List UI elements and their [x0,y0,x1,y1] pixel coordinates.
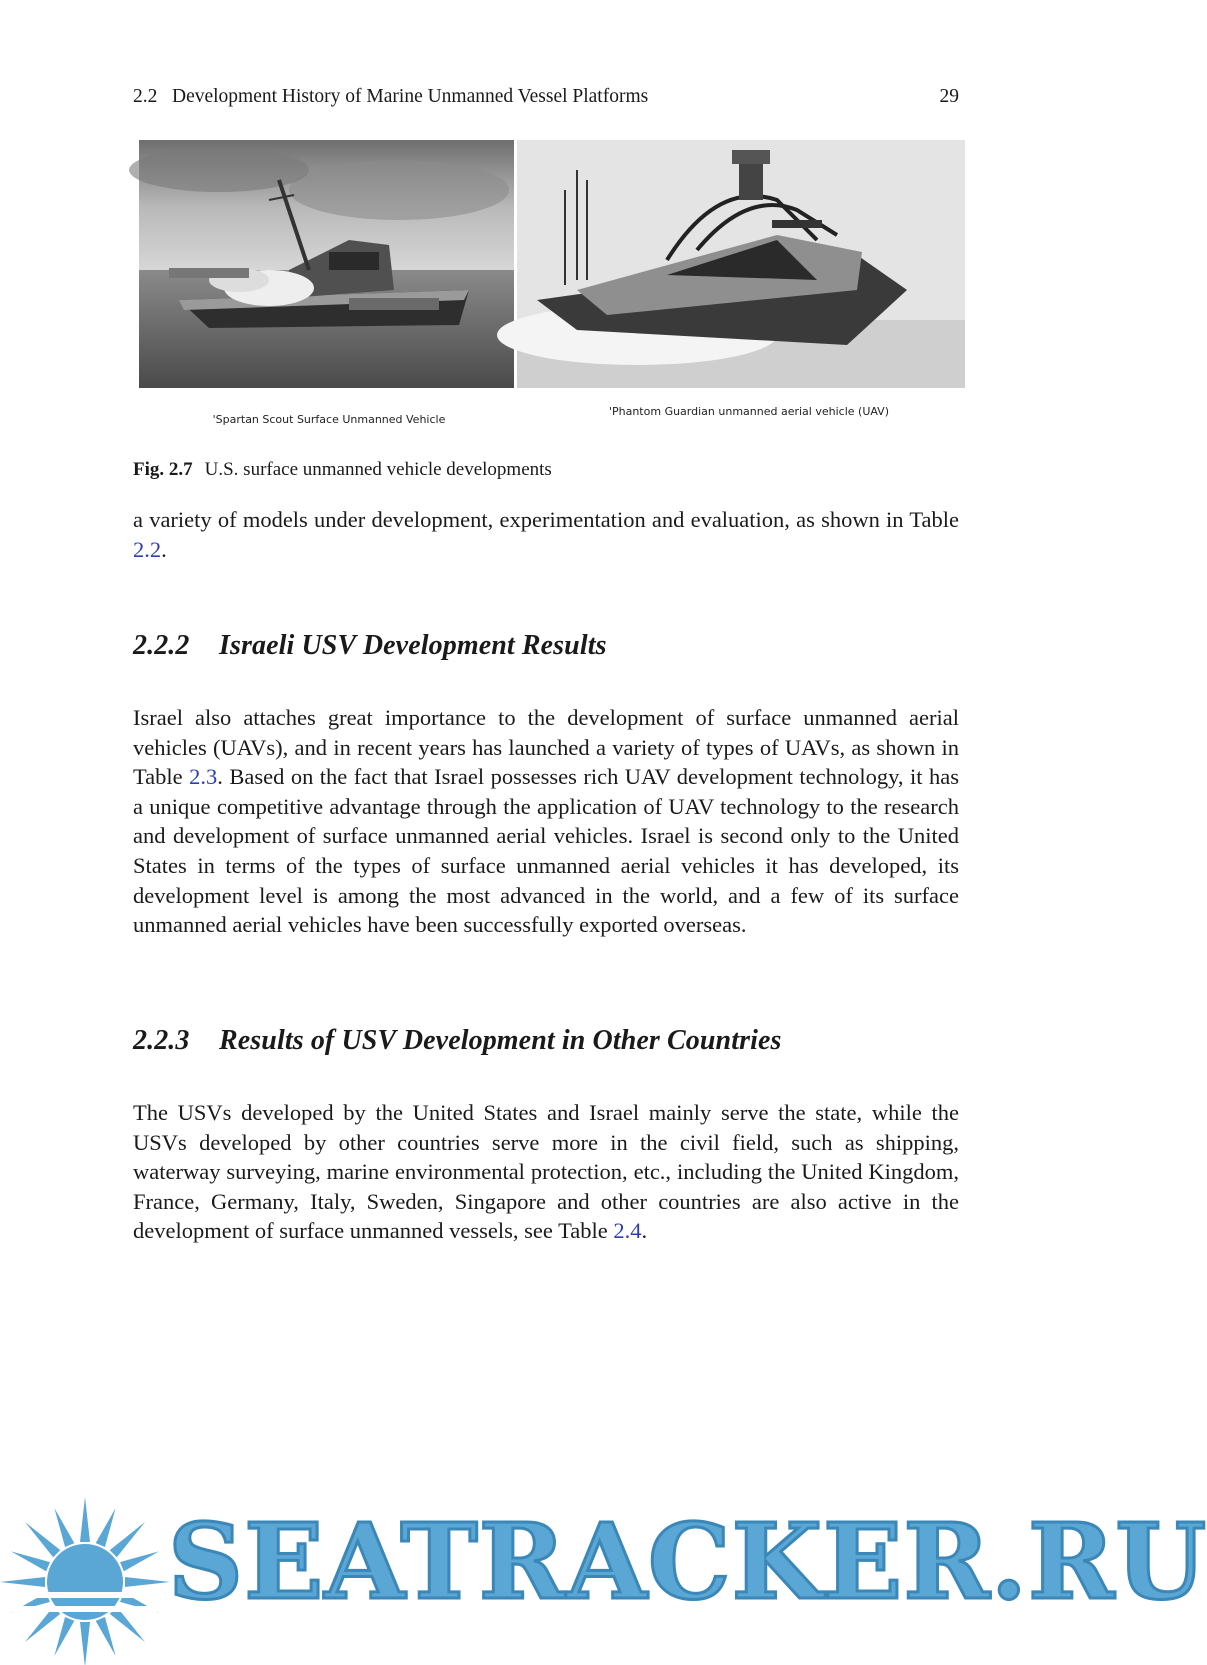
intro-text: a variety of models under development, experimentation and evaluation, as shown in Table [133,507,959,532]
table-ref-2-4[interactable]: 2.4 [613,1218,642,1244]
figure-caption-text: U.S. surface unmanned vehicle developments [204,459,552,480]
running-head [133,86,959,108]
table-ref-2-3[interactable]: 2.3 [189,764,218,790]
figure-subcaption-left: 'Spartan Scout Surface Unmanned Vehicle [212,413,446,426]
section-number: 2.2.3 [133,1025,190,1056]
figure-caption [133,459,552,481]
section-title: Israeli USV Development Results [219,630,607,661]
phantom-guardian-photo [517,140,965,388]
paragraph-intro [133,505,959,564]
figure-subcaption-right: 'Phantom Guardian unmanned aerial vehicle (UAV) [608,405,890,418]
section-number: 2.2.2 [133,630,190,661]
page-number: 29 [939,86,959,107]
watermark-text: SEATRACKER.RU [168,1500,1207,1623]
section-title: Results of USV Development in Other Countries [219,1025,782,1056]
figure-label: Fig. 2.7 [133,459,193,480]
intro-text-end: . [161,536,167,562]
paragraph-israel [133,703,959,940]
spartan-scout-photo [139,140,514,388]
table-ref-2-2[interactable]: 2.2 [133,536,162,562]
israel-text: Israel also attaches great importance to the development of surface unmanned aerial vehicles (UAVs), and in recent years has launched a variety of types of UAVs, as shown in Table [133,705,959,790]
paragraph-other-countries [133,1098,959,1246]
figure-2-7 [139,140,965,440]
israel-text-end: . Based on the fact that Israel possesses rich UAV development technology, it has a unique competitive advantage through the application of UAV technology to the research and development of surface unmanned aerial vehicles. Israel is second only to the United States in terms of the types of surface unmanned aerial vehicles it has developed, its development level is among the most advanced in the world, and a few of its surface unmanned aerial vehicles have been successfully exported overseas. [133,764,959,938]
running-head-section: 2.2 Development History of Marine Unmanned Vessel Platforms [133,86,649,107]
section-heading-2-2-2 [133,630,607,662]
other-countries-text-end: . [641,1218,648,1244]
section-heading-2-2-3 [133,1025,782,1057]
other-countries-text: The USVs developed by the United States and Israel mainly serve the state, while the USVs developed by other countries serve more in the civil field, such as shipping, waterway surveying, marine environmental protection, etc., including the United Kingdom, France, Germany, Italy, Sweden, Singapore and other countries are also active in the development of surface unmanned vessels, see Table [133,1100,959,1244]
